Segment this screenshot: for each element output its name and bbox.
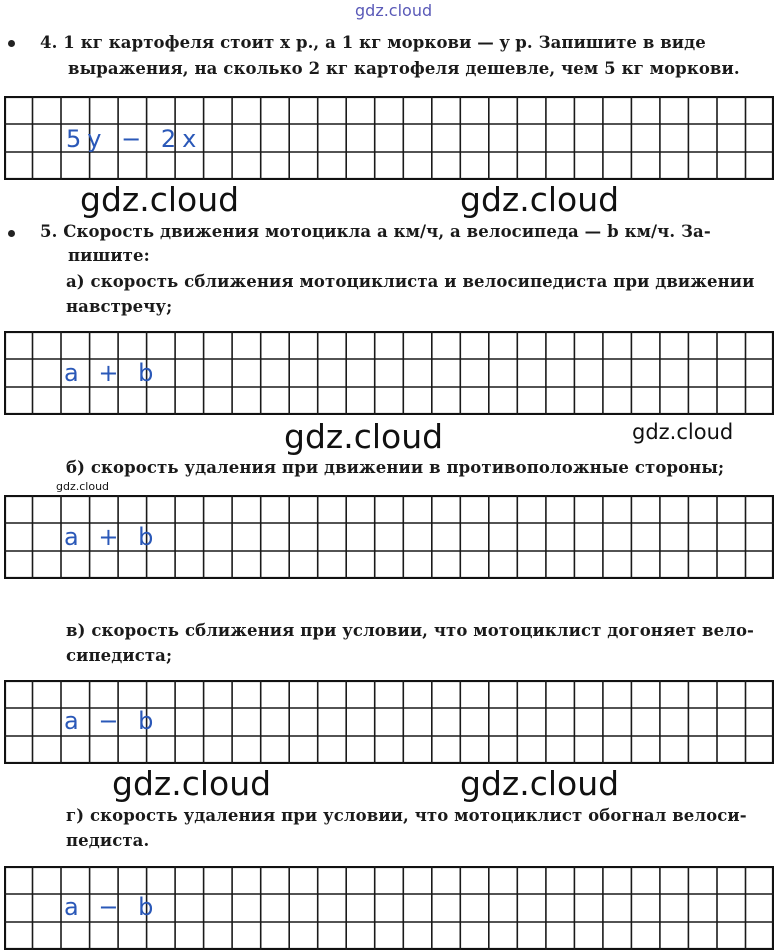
watermark: gdz.cloud xyxy=(460,180,620,219)
watermark: gdz.cloud xyxy=(112,764,272,803)
task4-answer: 5y − 2x xyxy=(66,125,203,153)
watermark: gdz.cloud xyxy=(56,480,110,493)
task5g-text-line1: г) скорость удаления при условии, что мотоциклист обогнал велоси- xyxy=(66,806,747,825)
task5g-answer: a − b xyxy=(64,893,160,921)
task5a-text-line1: а) скорость сближения мотоциклиста и велосипедиста при движении xyxy=(66,272,755,291)
bullet xyxy=(8,40,15,47)
task5a-answer: a + b xyxy=(64,359,160,387)
task5g-text-line2: педиста. xyxy=(66,831,150,850)
task4-text-line1: 4. 1 кг картофеля стоит x р., а 1 кг моркови — y р. Запишите в виде xyxy=(40,33,706,52)
watermark: gdz.cloud xyxy=(284,417,444,456)
task5b-text-line1: б) скорость удаления при движении в противоположные стороны; xyxy=(66,458,725,477)
watermark: gdz.cloud xyxy=(80,180,240,219)
task5a-text-line2: навстречу; xyxy=(66,297,173,316)
watermark: gdz.cloud xyxy=(632,420,734,444)
task5-text-line2: пишите: xyxy=(68,246,150,265)
task5v-text-line2: сипедиста; xyxy=(66,646,173,665)
task5v-answer: a − b xyxy=(64,707,160,735)
watermark-top: gdz.cloud xyxy=(355,1,433,20)
task5v-text-line1: в) скорость сближения при условии, что мотоциклист догоняет вело- xyxy=(66,621,754,640)
bullet xyxy=(8,230,15,237)
watermark: gdz.cloud xyxy=(460,764,620,803)
task5-text-line1: 5. Скорость движения мотоцикла a км/ч, а велосипеда — b км/ч. За- xyxy=(40,222,711,241)
task5b-answer: a + b xyxy=(64,523,160,551)
task4-text-line2: выражения, на сколько 2 кг картофеля дешевле, чем 5 кг моркови. xyxy=(68,59,740,78)
